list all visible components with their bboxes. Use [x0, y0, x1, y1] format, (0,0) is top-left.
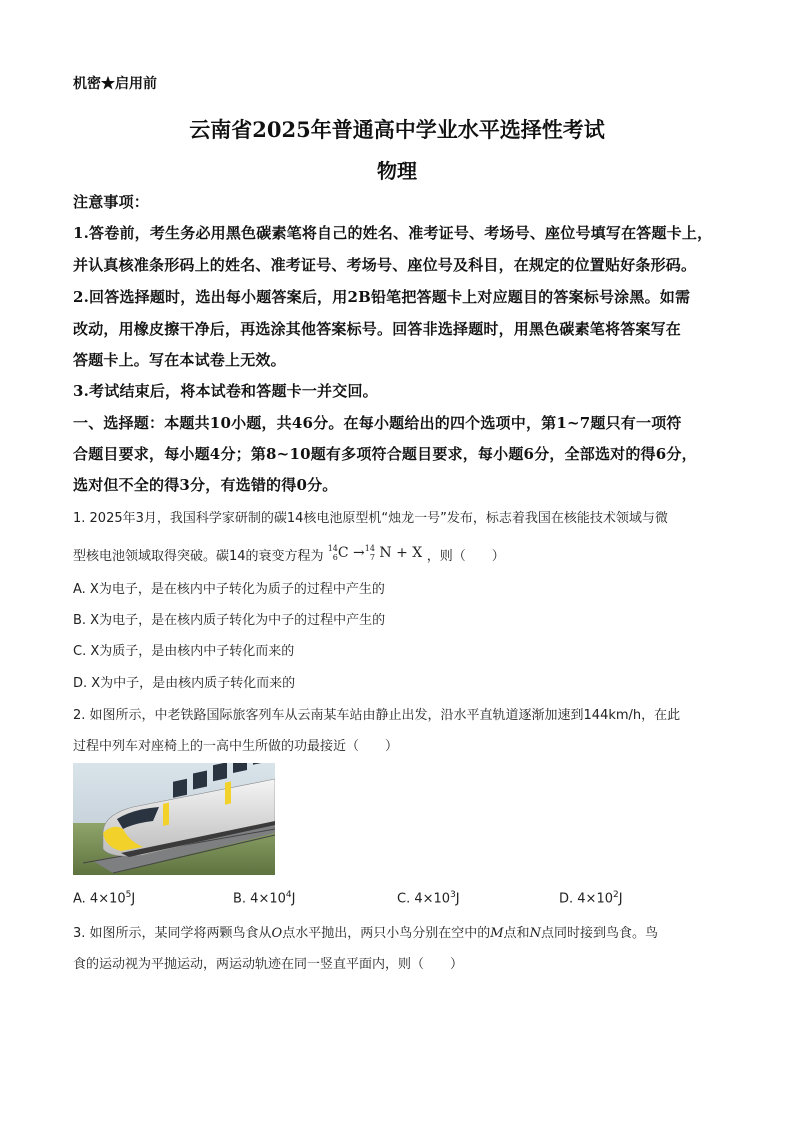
- question-1-option-a[interactable]: A. X为电子，是在核内中子转化为质子的过程中产生的: [73, 582, 385, 597]
- option-c-unit: J: [455, 891, 460, 907]
- question-2-line-1: 2. 如图所示，中老铁路国际旅客列车从云南某车站由静止出发，沿水平直轨道逐渐加速到144km/h，在此: [73, 708, 681, 723]
- option-b-unit: J: [291, 891, 296, 907]
- carbon-symbol: C: [337, 545, 349, 561]
- question-2-line-2: 过程中列车对座椅上的一高中生所做的功最接近（ ）: [73, 739, 399, 754]
- option-d-exponent: 2: [612, 890, 619, 900]
- point-m-label: M: [490, 926, 504, 941]
- question-3-line-2: 食的运动视为平抛运动，两运动轨迹在同一竖直平面内，则（ ）: [73, 957, 464, 972]
- option-d-unit: J: [618, 891, 623, 907]
- section-1-line-2: 合题目要求，每小题4分；第8~10题有多项符合题目要求，每小题6分，全部选对的得6分，: [73, 445, 697, 463]
- notice-item-1-line-2: 并认真核准条形码上的姓名、准考证号、考场号、座位号及科目，在规定的位置贴好条形码。: [73, 256, 697, 274]
- carbon-charge-number: 6: [332, 553, 338, 562]
- option-c-coefficient: C. 4×10: [397, 891, 451, 907]
- question-1-option-b[interactable]: B. X为电子，是在核内质子转化为中子的过程中产生的: [73, 613, 386, 628]
- subject-title: 物理: [377, 159, 417, 183]
- question-2-option-a[interactable]: [73, 890, 135, 906]
- question-1-stem: 型核电池领域取得突破。碳14的衰变方程为: [73, 549, 324, 564]
- question-1-option-d[interactable]: D. X为中子，是由核内质子转化而来的: [73, 676, 296, 691]
- notice-item-3: 3.考试结束后，将本试卷和答题卡一并交回。: [73, 382, 378, 400]
- notice-heading: 注意事项：: [73, 193, 150, 211]
- decay-product-x: + X: [396, 545, 423, 561]
- question-1-answer-bracket: ，则（ ）: [426, 549, 505, 564]
- question-1-line-2: [73, 545, 723, 565]
- notice-item-1-line-1: 1.答卷前，考生务必用黑色碳素笔将自己的姓名、准考证号、考场号、座位号填写在答题卡上，: [73, 224, 713, 242]
- section-1-line-3: 选对但不全的得3分，有选错的得0分。: [73, 476, 338, 494]
- option-d-coefficient: D. 4×10: [559, 891, 613, 907]
- nitrogen-symbol: N: [379, 545, 392, 561]
- question-2-option-c[interactable]: [397, 890, 460, 906]
- question-2-option-b[interactable]: [233, 890, 295, 906]
- option-b-exponent: 4: [285, 890, 292, 900]
- option-a-exponent: 5: [125, 890, 132, 900]
- point-n-label: N: [529, 926, 541, 941]
- decay-arrow: →: [353, 545, 365, 561]
- question-2-option-d[interactable]: [559, 890, 623, 906]
- question-3-line-1: [73, 922, 723, 941]
- train-image: [73, 763, 275, 875]
- notice-item-2-line-2: 改动，用橡皮擦干净后，再选涂其他答案标号。回答非选择题时，用黑色碳素笔将答案写在: [73, 320, 682, 338]
- option-c-exponent: 3: [450, 890, 456, 900]
- confidential-label: 机密★启用前: [73, 76, 157, 92]
- question-1-line-1: 1. 2025年3月，我国科学家研制的碳14核电池原型机“烛龙一号”发布，标志着我国在核能技术领域与微: [73, 511, 668, 526]
- question-3-text-b: 点水平抛出，两只小鸟分别在空中的: [282, 926, 491, 941]
- exam-title: 云南省2025年普通高中学业水平选择性考试: [189, 117, 605, 142]
- notice-item-2-line-1: 2.回答选择题时，选出每小题答案后，用2B铅笔把答题卡上对应题目的答案标号涂黑。如需: [73, 288, 691, 306]
- question-3-text-a: 3. 如图所示，某同学将两颗鸟食从: [73, 926, 272, 941]
- option-b-coefficient: B. 4×10: [233, 891, 286, 907]
- question-1-option-c[interactable]: C. X为质子，是由核内中子转化而来的: [73, 644, 295, 659]
- nitrogen-charge-number: 7: [369, 553, 375, 562]
- point-o-label: O: [271, 926, 283, 941]
- notice-item-2-line-3: 答题卡上。写在本试卷上无效。: [73, 351, 286, 369]
- carbon-mass-number: 14: [327, 544, 338, 553]
- decay-equation: [328, 545, 427, 561]
- section-1-line-1: 一、选择题：本题共10小题，共46分。在每小题给出的四个选项中，第1~7题只有一项符: [73, 414, 682, 432]
- question-3-text-d: 点同时接到鸟食。鸟: [540, 926, 658, 941]
- question-3-text-c: 点和: [503, 926, 530, 941]
- option-a-coefficient: A. 4×10: [73, 891, 126, 907]
- nitrogen-mass-number: 14: [364, 544, 375, 553]
- option-a-unit: J: [131, 891, 136, 907]
